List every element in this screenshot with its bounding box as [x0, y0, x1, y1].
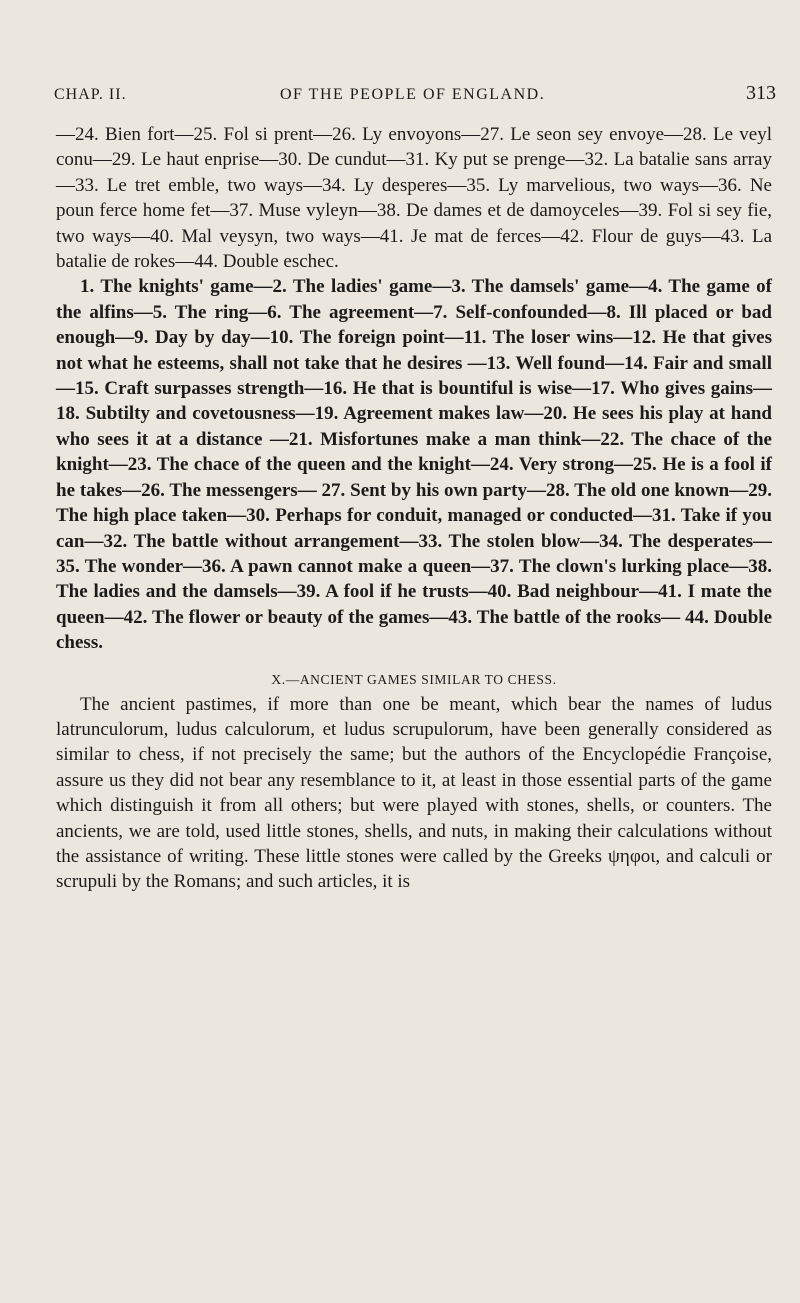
english-translation-paragraph: 1. The knights' game—2. The ladies' game—3. The damsels' game—4. The game of the alfins—5. The ring—6. The agreement—7. Self-confounded—8. Ill placed or bad enough—9. Day by day—10. The foreign point—11. The loser wins—12. He that gives not what he esteems, shall not take that he desires —13. Well found—14. Fair and small—15. Craft surpasses strength—16. He that is bountiful is wise—17. Who gives gains—18. Subtilty and covetousness—19. Agreement makes law—20. He sees his play at hand who sees it at a distance —21. Misfortunes make a man think—22. The chace of the knight—23. The chace of the queen and the knight—24. Very strong—25. He is a fool if he takes—26. The messengers— 27. Sent by his own party—28. The old one known—29. The high place taken—30. Perhaps for conduit, managed or conducted—31. Take if you can—32. The battle without arrangement—33. The stolen blow—34. The desperates—35. The wonder—36. A pawn cannot make a queen—37. The clown's lurking place—38. The ladies and the damsels—39. A fool if he trusts—40. Bad neighbour—41. I mate the queen—42. The flower or beauty of the games—43. The battle of the rooks— 44. Double chess.: [56, 276, 772, 654]
page-body: [56, 122, 772, 895]
ancient-games-paragraph: The ancient pastimes, if more than one be meant, which bear the names of ludus latrunculorum, ludus calculorum, et ludus scrupulorum, have been generally considered as similar to chess, if not precisely the same; but the authors of the Encyclopédie Françoise, assure us they did not bear any resemblance to it, at least in those essential parts of the game which distinguish it from all others; but were played with stones, shells, or counters. The ancients, we are told, used little stones, shells, and nuts, in making their calculations without the assistance of writing. These little stones were called by the Greeks ψηφοι, and calculi or scrupuli by the Romans; and such articles, it is: [56, 693, 772, 893]
section-heading: X.—ANCIENT GAMES SIMILAR TO CHESS.: [271, 671, 557, 687]
chapter-label: CHAP. II.: [54, 86, 127, 103]
running-title: OF THE PEOPLE OF ENGLAND.: [280, 86, 546, 103]
french-game-names-paragraph: —24. Bien fort—25. Fol si prent—26. Ly envoyons—27. Le seon sey envoye—28. Le veyl conu—29. Le haut enprise—30. De cundut—31. Ky put se prenge—32. La batalie sans array—33. Le tret emble, two ways—34. Ly desperes—35. Ly marvelious, two ways—36. Ne poun ferce home fet—37. Muse vyleyn—38. De dames et de damoyceles—39. Fol si sey fie, two ways—40. Mal veysyn, two ways—41. Je mat de ferces—42. Flour de guys—43. La batalie de rokes—44. Double eschec.: [56, 124, 772, 273]
page-number: 313: [746, 82, 776, 104]
page-header: [54, 80, 776, 110]
